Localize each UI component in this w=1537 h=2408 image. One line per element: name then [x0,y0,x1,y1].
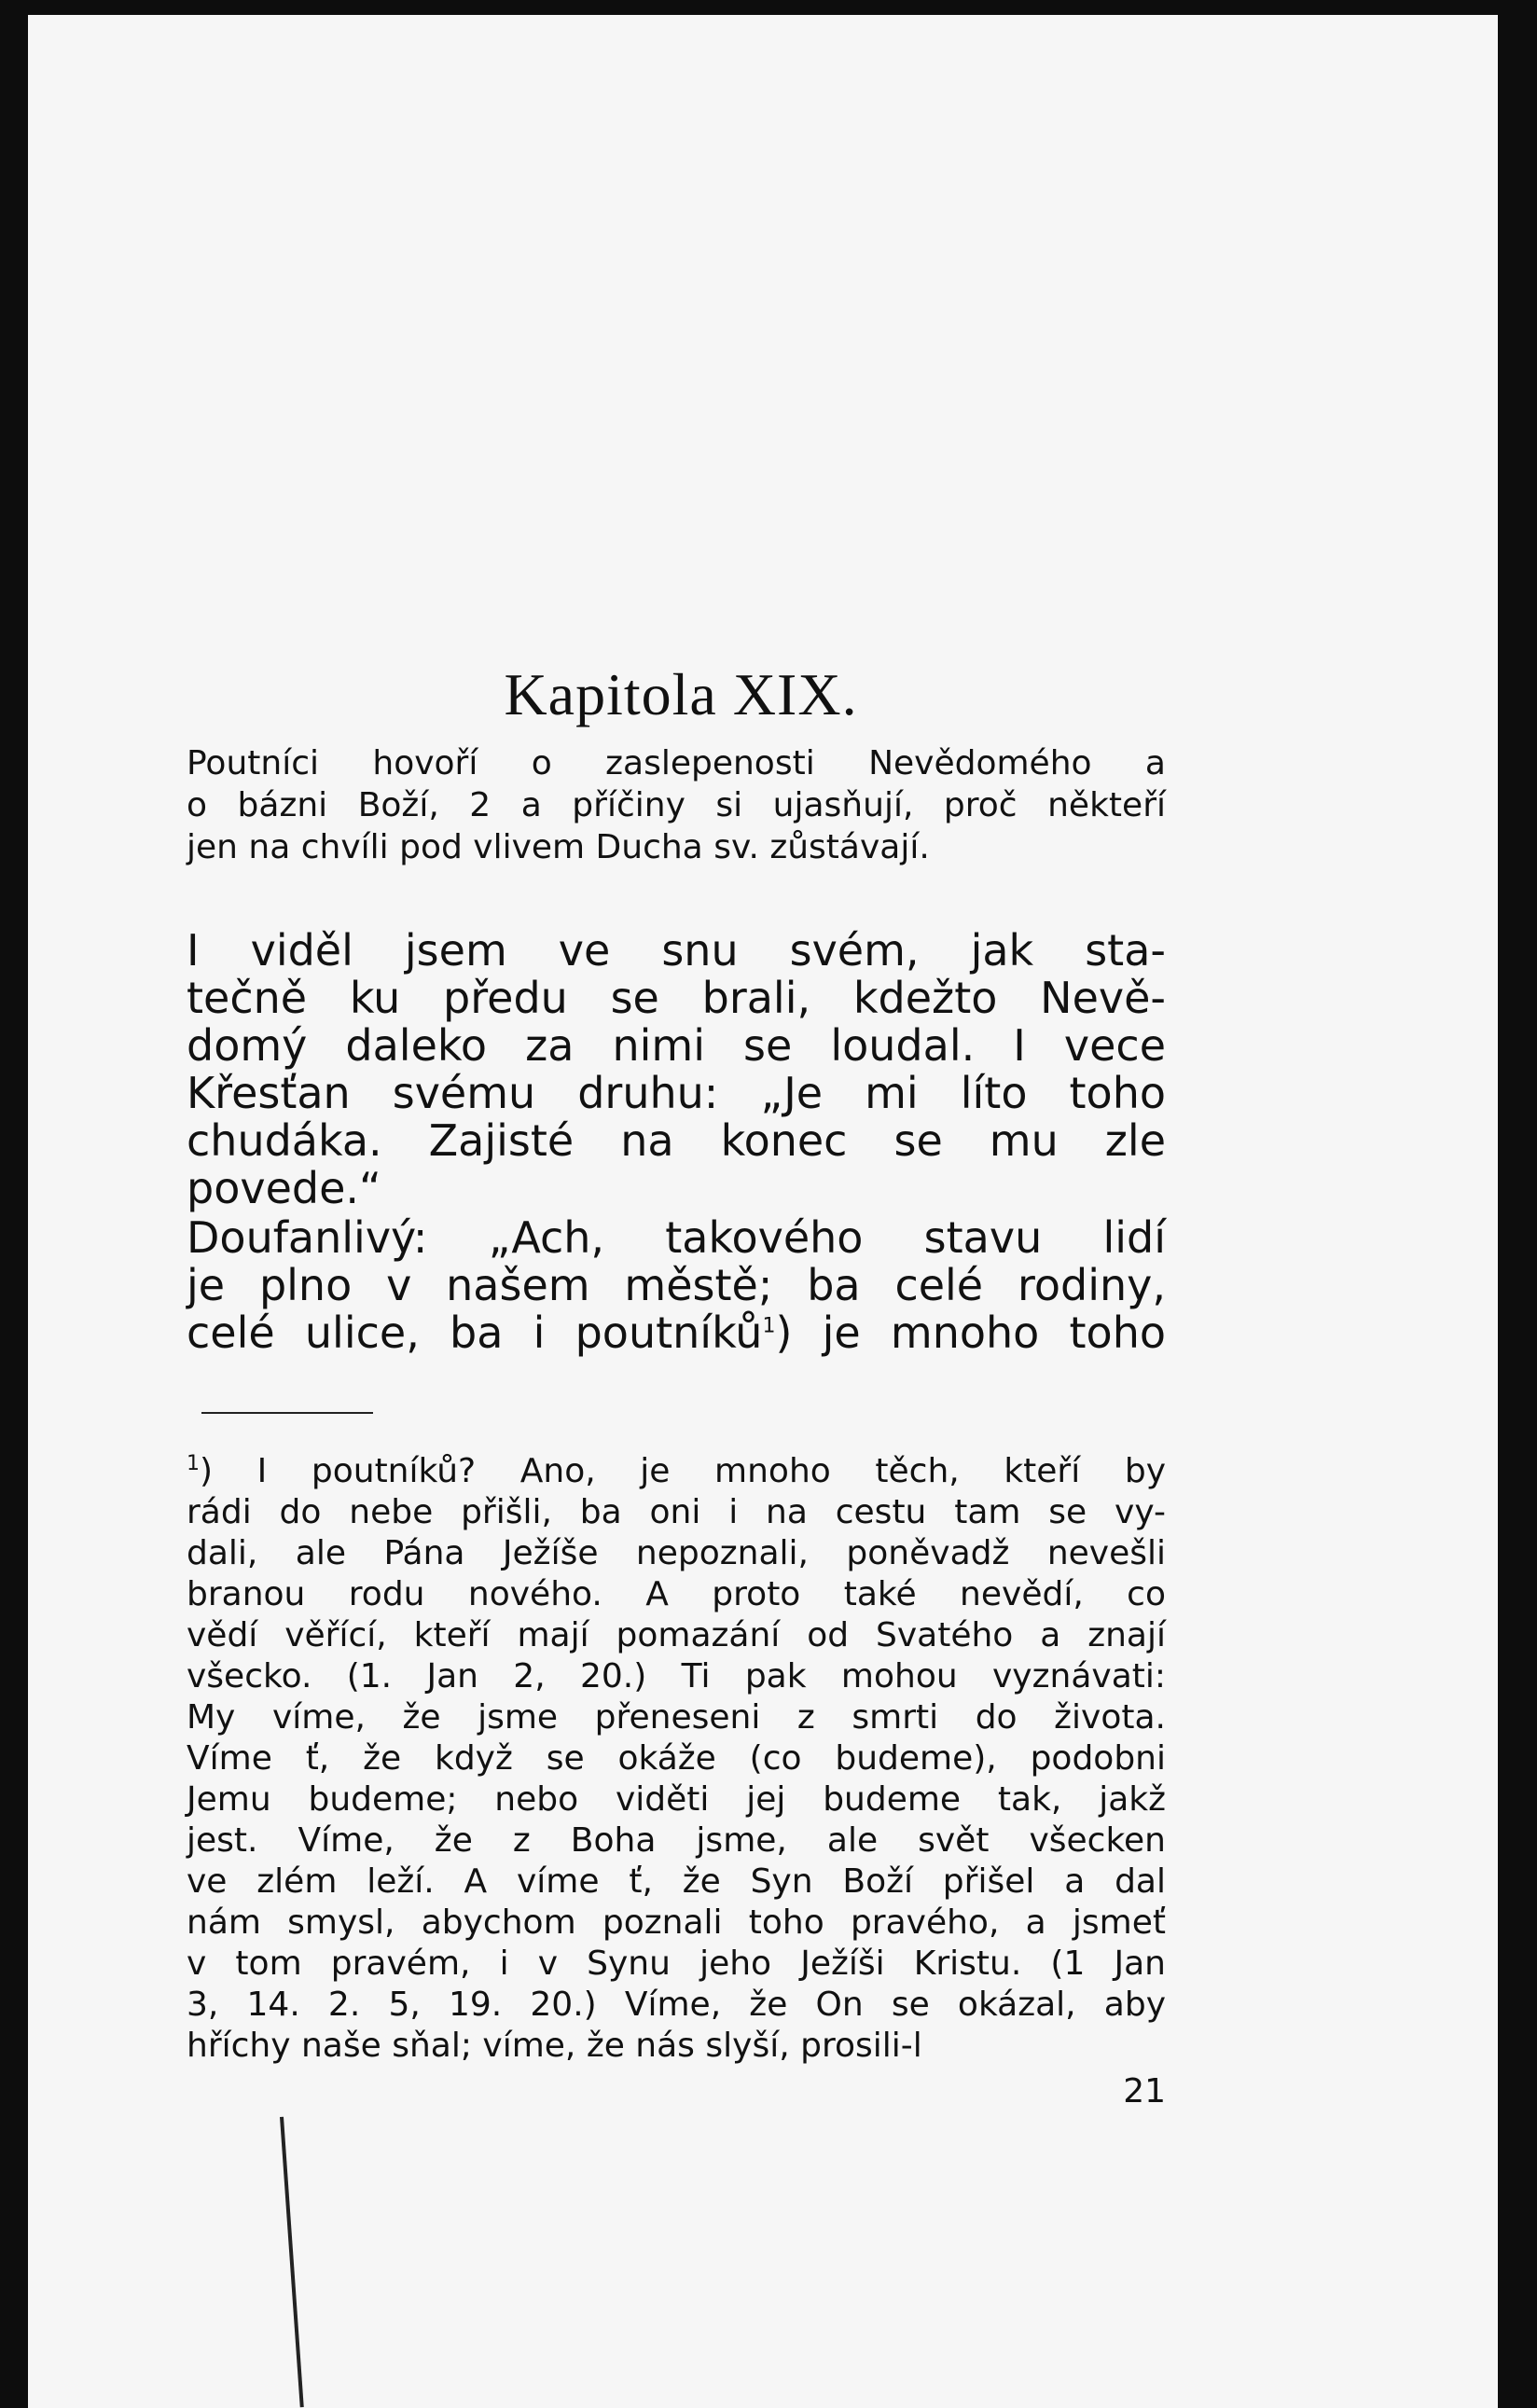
binding-shadow-line [280,2117,304,2408]
body-line: povede.“ [187,1163,381,1213]
footnote-line: nám smysl, abychom poznali toho pravého, a jsmeť [187,1903,1166,1942]
footnote-line [187,1451,1166,1492]
footnote-line: Víme ť, že když se okáže (co budeme), podobni [187,1739,1166,1778]
chapter-summary [187,742,1166,868]
summary-line: jen na chvíli pod vlivem Ducha sv. zůstávají. [187,828,930,866]
body-line-text: celé ulice, ba i poutníků [187,1308,763,1358]
summary-line: Poutníci hovoří o zaslepenosti Nevědomého a [187,744,1166,782]
footnote-line: My víme, že jsme přeneseni z smrti do života. [187,1698,1166,1737]
scan-border-right [1498,0,1537,2408]
body-line: tečně ku předu se brali, kdežto Nevě- [187,973,1166,1023]
footnote-line: jest. Víme, že z Boha jsme, ale svět všecken [187,1821,1166,1860]
body-line: Doufanlivý: „Ach, takového stavu lidí [187,1212,1166,1263]
body-line: je plno v našem městě; ba celé rodiny, [187,1260,1166,1310]
body-text [187,927,1166,1357]
chapter-title: Kapitola XIX. [504,661,858,727]
footnote-line: vědí věřící, kteří mají pomazání od Svatého a znají [187,1616,1166,1654]
scan-border-top [0,0,1537,15]
footnote-line: dali, ale Pána Ježíše nepoznali, poněvadž nevešli [187,1534,1166,1572]
footnote-line: ve zlém leží. A víme ť, že Syn Boží přišel a dal [187,1862,1166,1901]
footnote-line: Jemu budeme; nebo viděti jej budeme tak, jakž [187,1780,1166,1819]
body-line [187,1309,1166,1357]
footnote-divider [201,1412,373,1414]
page-number: 21 [1123,2072,1166,2110]
footnote-line: hříchy naše sňal; víme, že nás slyší, prosili-l [187,2027,922,2065]
scan-border-left [0,0,28,2408]
footnote-first-text: ) I poutníků? Ano, je mnoho těch, kteří by [200,1452,1166,1490]
footnote-line: rádi do nebe přišli, ba oni i na cestu tam se vy- [187,1493,1166,1531]
footnote-line: branou rodu nového. A proto také nevědí, co [187,1575,1166,1613]
body-line: Křesťan svému druhu: „Je mi líto toho [187,1068,1166,1118]
summary-line: o bázni Boží, 2 a příčiny si ujasňují, proč někteří [187,786,1166,824]
footnote-line: v tom pravém, i v Synu jeho Ježíši Kristu. (1 Jan [187,1944,1166,1983]
body-line: domý daleko za nimi se loudal. I vece [187,1020,1166,1071]
footnote-reference: 1 [762,1314,776,1338]
footnote-line: 3, 14. 2. 5, 19. 20.) Víme, že On se okázal, aby [187,1986,1166,2024]
body-line-tail: ) je mnoho toho [775,1308,1166,1358]
body-line: chudáka. Zajisté na konec se mu zle [187,1115,1166,1166]
footnote-marker: 1 [187,1452,200,1475]
footnote-line: všecko. (1. Jan 2, 20.) Ti pak mohou vyznávati: [187,1657,1166,1695]
body-line: I viděl jsem ve snu svém, jak sta- [187,925,1166,976]
footnote [187,1451,1166,2067]
